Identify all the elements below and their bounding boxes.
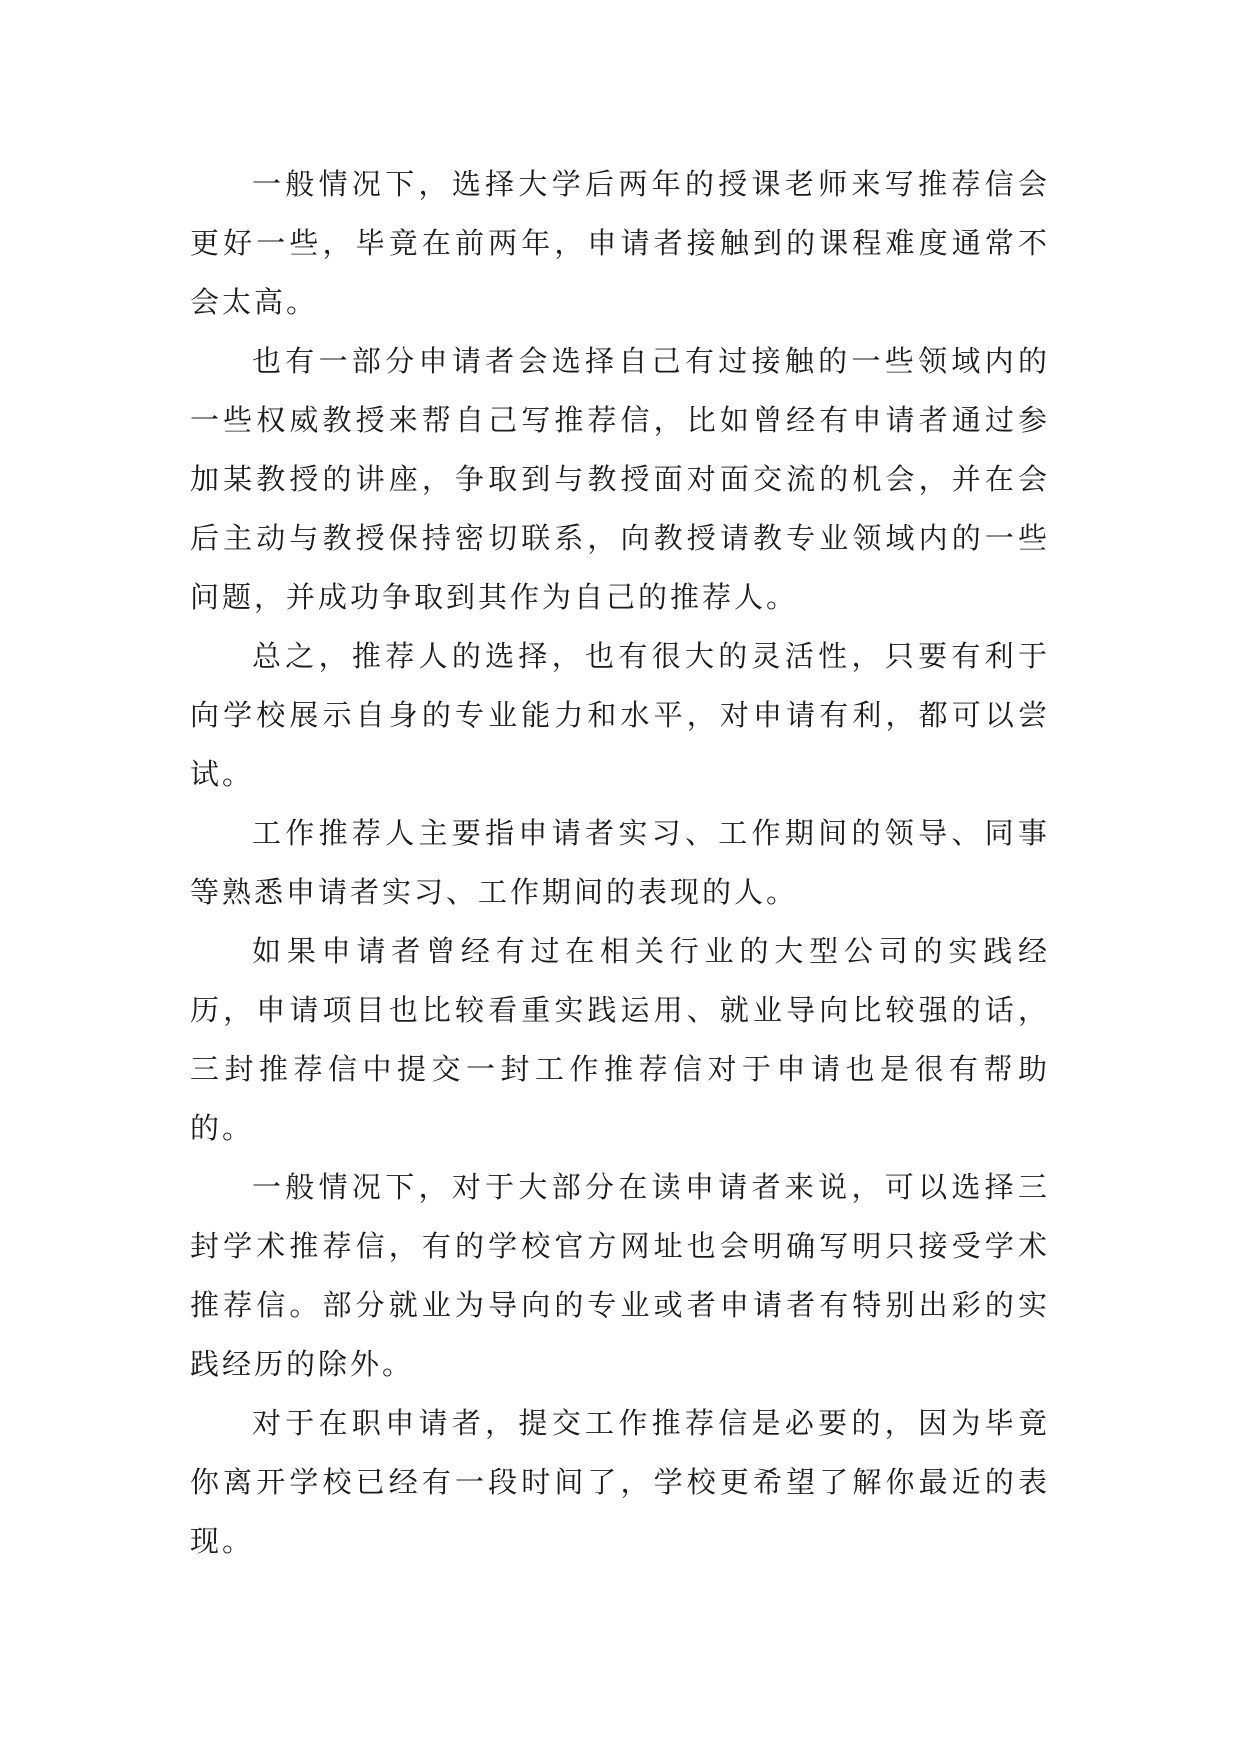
paragraph-3: 总之，推荐人的选择，也有很大的灵活性，只要有利于向学校展示自身的专业能力和水平，对申请有利，都可以尝试。 (190, 639, 1050, 791)
paragraph-7: 对于在职申请者，提交工作推荐信是必要的，因为毕竟你离开学校已经有一段时间了，学校更希望了解你最近的表现。 (190, 1406, 1050, 1558)
paragraph-2: 也有一部分申请者会选择自己有过接触的一些领域内的一些权威教授来帮自己写推荐信，比如曾经有申请者通过参加某教授的讲座，争取到与教授面对面交流的机会，并在会后主动与教授保持密切联系，向教授请教专业领域内的一些问题，并成功争取到其作为自己的推荐人。 (190, 344, 1050, 614)
paragraph-5: 如果申请者曾经有过在相关行业的大型公司的实践经历，申请项目也比较看重实践运用、就业导向比较强的话，三封推荐信中提交一封工作推荐信对于申请也是很有帮助的。 (190, 934, 1050, 1145)
paragraph-6: 一般情况下，对于大部分在读申请者来说，可以选择三封学术推荐信，有的学校官方网址也会明确写明只接受学术推荐信。部分就业为导向的专业或者申请者有特别出彩的实践经历的除外。 (190, 1170, 1050, 1381)
paragraph-1: 一般情况下，选择大学后两年的授课老师来写推荐信会更好一些，毕竟在前两年，申请者接触到的课程难度通常不会太高。 (190, 167, 1050, 319)
document-page (190, 155, 1050, 1571)
paragraph-4: 工作推荐人主要指申请者实习、工作期间的领导、同事等熟悉申请者实习、工作期间的表现的人。 (190, 816, 1050, 909)
